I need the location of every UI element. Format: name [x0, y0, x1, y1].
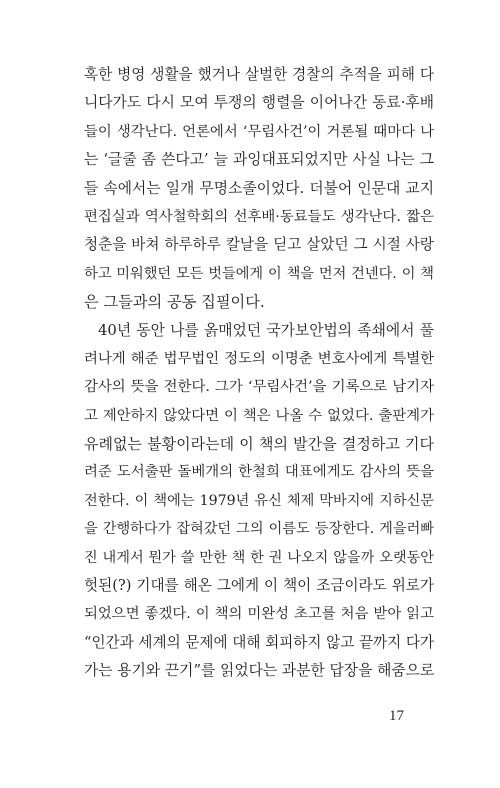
text-line: 하고 미워했던 모든 벗들에게 이 책을 먼저 건넨다. 이 책: [84, 265, 434, 282]
text-line: 편집실과 역사철학회의 선후배·동료들도 생각난다. 짧은: [84, 208, 434, 225]
text-line: 니다가도 다시 모여 투쟁의 행렬을 이어나간 동료·후배: [84, 94, 434, 112]
text-line: 혹한 병영 생활을 했거나 살벌한 경찰의 추적을 피해 다: [84, 66, 434, 83]
text-line: 은 그들과의 공동 집필이다.: [84, 293, 265, 312]
text-line: 40년 동안 나를 옭매었던 국가보안법의 족쇄에서 풀: [98, 321, 434, 339]
text-line: 전한다. 이 책에는 1979년 유신 체제 막바지에 지하신문: [84, 492, 434, 509]
text-line: 려나게 해준 법무법인 정도의 이명춘 변호사에게 특별한: [84, 350, 434, 367]
text-line: 헛된(?) 기대를 해온 그에게 이 책이 조금이라도 위로가: [84, 577, 434, 595]
text-line: 들 속에서는 일개 무명소졸이었다. 더불어 인문대 교지: [84, 179, 434, 197]
paragraph: [84, 61, 434, 317]
text-line: 을 간행하다가 잡혀갔던 그의 이름도 등장한다. 게을러빠: [84, 521, 434, 538]
text-line: 가는 용기와 끈기”를 읽었다는 과분한 답장을 해줌으로: [84, 662, 434, 680]
text-line: 진 내게서 뭔가 쓸 만한 책 한 권 나오지 않을까 오랫동안: [84, 549, 434, 566]
text-line: 청춘을 바쳐 하루하루 칼날을 딛고 살았던 그 시절 사랑: [84, 236, 434, 254]
text-line: 는 ‘글줄 좀 쓴다고’ 늘 과잉대표되었지만 사실 나는 그: [84, 151, 434, 169]
body-text: [84, 61, 434, 686]
text-line: 감사의 뜻을 전한다. 그가 ‘무림사건’을 기록으로 남기자: [84, 379, 434, 396]
text-line: 되었으면 좋겠다. 이 책의 미완성 초고를 처음 받아 읽고: [84, 606, 434, 623]
text-line: 들이 생각난다. 언론에서 ‘무림사건’이 거론될 때마다 나: [84, 123, 434, 140]
text-line: 고 제안하지 않았다면 이 책은 나올 수 없었다. 출판계가: [84, 407, 434, 424]
paragraph: [84, 317, 434, 686]
text-line: 려준 도서출판 돌베개의 한철희 대표에게도 감사의 뜻을: [84, 464, 434, 481]
page-number: 17: [389, 708, 404, 724]
text-line: 유례없는 불황이라는데 이 책의 발간을 결정하고 기다: [84, 435, 434, 454]
text-line: “인간과 세계의 문제에 대해 회피하지 않고 끝까지 다가: [84, 633, 434, 651]
